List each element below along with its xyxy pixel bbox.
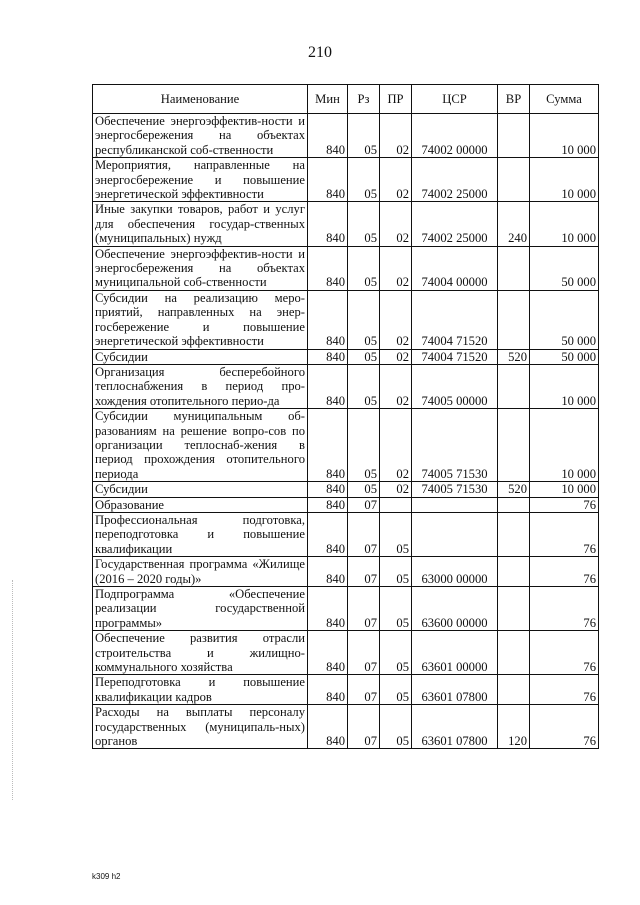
- cell-sum: 50 000: [530, 290, 599, 349]
- cell-csr: 74005 00000: [412, 364, 498, 408]
- cell-rz: 05: [348, 364, 380, 408]
- cell-csr: 63600 00000: [412, 587, 498, 631]
- cell-rz: 05: [348, 246, 380, 290]
- cell-rz: 05: [348, 290, 380, 349]
- cell-csr: [412, 512, 498, 556]
- header-sum: Сумма: [530, 85, 599, 114]
- budget-table: [92, 84, 599, 749]
- header-name: Наименование: [93, 85, 308, 114]
- header-vr: ВР: [498, 85, 530, 114]
- cell-name: Субсидии на реализацию меро-приятий, направленных на энер-госбережение и повышение энергетической эффективности: [93, 290, 308, 349]
- cell-pr: 02: [380, 409, 412, 482]
- cell-csr: 74004 71520: [412, 290, 498, 349]
- header-rz: Рз: [348, 85, 380, 114]
- cell-rz: 05: [348, 349, 380, 364]
- cell-name: Иные закупки товаров, работ и услуг для обеспечения государ-ственных (муниципальных) нужд: [93, 202, 308, 246]
- scan-margin-mark: [12, 580, 14, 800]
- header-pr: ПР: [380, 85, 412, 114]
- cell-sum: 76: [530, 557, 599, 587]
- cell-name: Расходы на выплаты персоналу государственных (муниципаль-ных) органов: [93, 705, 308, 749]
- table-row: [93, 246, 599, 290]
- cell-name: Государственная программа «Жилище (2016 – 2020 годы)»: [93, 557, 308, 587]
- cell-min: 840: [308, 512, 348, 556]
- table-row: [93, 409, 599, 482]
- cell-csr: 74002 25000: [412, 202, 498, 246]
- cell-vr: [498, 114, 530, 158]
- cell-sum: 76: [530, 497, 599, 512]
- cell-sum: 76: [530, 675, 599, 705]
- table-row: [93, 512, 599, 556]
- cell-csr: 74002 00000: [412, 114, 498, 158]
- cell-vr: 120: [498, 705, 530, 749]
- cell-sum: 76: [530, 705, 599, 749]
- table-row: [93, 349, 599, 364]
- cell-name: Подпрограмма «Обеспечение реализации государственной программы»: [93, 587, 308, 631]
- cell-sum: 50 000: [530, 349, 599, 364]
- cell-name: Субсидии: [93, 482, 308, 497]
- cell-sum: 10 000: [530, 482, 599, 497]
- cell-name: Субсидии муниципальным об-разованиям на решение вопро-сов по организации теплоснаб-жения в период прохождения отопительного периода: [93, 409, 308, 482]
- cell-sum: 10 000: [530, 158, 599, 202]
- cell-pr: 02: [380, 349, 412, 364]
- table-body: [93, 114, 599, 749]
- cell-vr: 240: [498, 202, 530, 246]
- cell-rz: 05: [348, 114, 380, 158]
- cell-sum: 76: [530, 587, 599, 631]
- cell-pr: 05: [380, 705, 412, 749]
- cell-pr: 05: [380, 675, 412, 705]
- cell-vr: [498, 246, 530, 290]
- cell-sum: 10 000: [530, 409, 599, 482]
- cell-csr: [412, 497, 498, 512]
- cell-csr: 74004 00000: [412, 246, 498, 290]
- cell-name: Обеспечение энергоэффектив-ности и энергосбережения на объектах республиканской соб-ственности: [93, 114, 308, 158]
- table-row: [93, 557, 599, 587]
- cell-name: Переподготовка и повышение квалификации кадров: [93, 675, 308, 705]
- cell-min: 840: [308, 202, 348, 246]
- cell-pr: 02: [380, 290, 412, 349]
- cell-sum: 76: [530, 512, 599, 556]
- table-row: [93, 675, 599, 705]
- cell-pr: 05: [380, 631, 412, 675]
- cell-min: 840: [308, 246, 348, 290]
- cell-pr: [380, 497, 412, 512]
- cell-vr: 520: [498, 482, 530, 497]
- footer-code: k309 h2: [92, 872, 121, 881]
- cell-min: 840: [308, 557, 348, 587]
- page-number: 210: [308, 44, 332, 61]
- cell-name: Мероприятия, направленные на энергосбережение и повышение энергетической эффективности: [93, 158, 308, 202]
- cell-name: Профессиональная подготовка, переподготовка и повышение квалификации: [93, 512, 308, 556]
- cell-rz: 07: [348, 675, 380, 705]
- table-row: [93, 202, 599, 246]
- cell-vr: [498, 409, 530, 482]
- table-row: [93, 497, 599, 512]
- cell-rz: 07: [348, 705, 380, 749]
- cell-pr: 02: [380, 158, 412, 202]
- table-row: [93, 158, 599, 202]
- cell-vr: [498, 587, 530, 631]
- cell-min: 840: [308, 482, 348, 497]
- table-row: [93, 482, 599, 497]
- cell-sum: 76: [530, 631, 599, 675]
- cell-min: 840: [308, 631, 348, 675]
- cell-vr: [498, 364, 530, 408]
- cell-rz: 07: [348, 512, 380, 556]
- table-row: [93, 587, 599, 631]
- cell-min: 840: [308, 705, 348, 749]
- cell-vr: [498, 557, 530, 587]
- cell-vr: [498, 675, 530, 705]
- cell-min: 840: [308, 409, 348, 482]
- cell-csr: 74004 71520: [412, 349, 498, 364]
- cell-rz: 05: [348, 158, 380, 202]
- cell-pr: 02: [380, 202, 412, 246]
- cell-name: Субсидии: [93, 349, 308, 364]
- cell-vr: [498, 290, 530, 349]
- cell-sum: 50 000: [530, 246, 599, 290]
- table-header-row: [93, 85, 599, 114]
- cell-vr: [498, 497, 530, 512]
- cell-vr: 520: [498, 349, 530, 364]
- table-row: [93, 705, 599, 749]
- cell-csr: 63601 07800: [412, 675, 498, 705]
- table-row: [93, 364, 599, 408]
- cell-sum: 10 000: [530, 202, 599, 246]
- cell-min: 840: [308, 114, 348, 158]
- cell-rz: 07: [348, 587, 380, 631]
- cell-name: Организация бесперебойного теплоснабжения в период про-хождения отопительного перио-да: [93, 364, 308, 408]
- cell-vr: [498, 158, 530, 202]
- cell-rz: 05: [348, 482, 380, 497]
- cell-sum: 10 000: [530, 114, 599, 158]
- cell-pr: 05: [380, 587, 412, 631]
- cell-csr: 74005 71530: [412, 409, 498, 482]
- cell-vr: [498, 631, 530, 675]
- cell-pr: 02: [380, 364, 412, 408]
- cell-csr: 63601 00000: [412, 631, 498, 675]
- cell-sum: 10 000: [530, 364, 599, 408]
- table-row: [93, 631, 599, 675]
- cell-pr: 02: [380, 114, 412, 158]
- cell-csr: 74005 71530: [412, 482, 498, 497]
- cell-pr: 05: [380, 557, 412, 587]
- cell-pr: 05: [380, 512, 412, 556]
- cell-min: 840: [308, 349, 348, 364]
- cell-vr: [498, 512, 530, 556]
- cell-rz: 05: [348, 202, 380, 246]
- cell-min: 840: [308, 497, 348, 512]
- cell-name: Образование: [93, 497, 308, 512]
- table-row: [93, 114, 599, 158]
- cell-pr: 02: [380, 246, 412, 290]
- cell-min: 840: [308, 290, 348, 349]
- cell-csr: 63000 00000: [412, 557, 498, 587]
- cell-min: 840: [308, 158, 348, 202]
- header-csr: ЦСР: [412, 85, 498, 114]
- cell-rz: 07: [348, 557, 380, 587]
- cell-min: 840: [308, 587, 348, 631]
- cell-rz: 07: [348, 497, 380, 512]
- cell-pr: 02: [380, 482, 412, 497]
- cell-rz: 07: [348, 631, 380, 675]
- cell-rz: 05: [348, 409, 380, 482]
- cell-csr: 74002 25000: [412, 158, 498, 202]
- cell-name: Обеспечение развития отрасли строительства и жилищно-коммунального хозяйства: [93, 631, 308, 675]
- table-row: [93, 290, 599, 349]
- cell-min: 840: [308, 675, 348, 705]
- header-min: Мин: [308, 85, 348, 114]
- cell-min: 840: [308, 364, 348, 408]
- cell-name: Обеспечение энергоэффектив-ности и энергосбережения на объектах муниципальной соб-ственности: [93, 246, 308, 290]
- cell-csr: 63601 07800: [412, 705, 498, 749]
